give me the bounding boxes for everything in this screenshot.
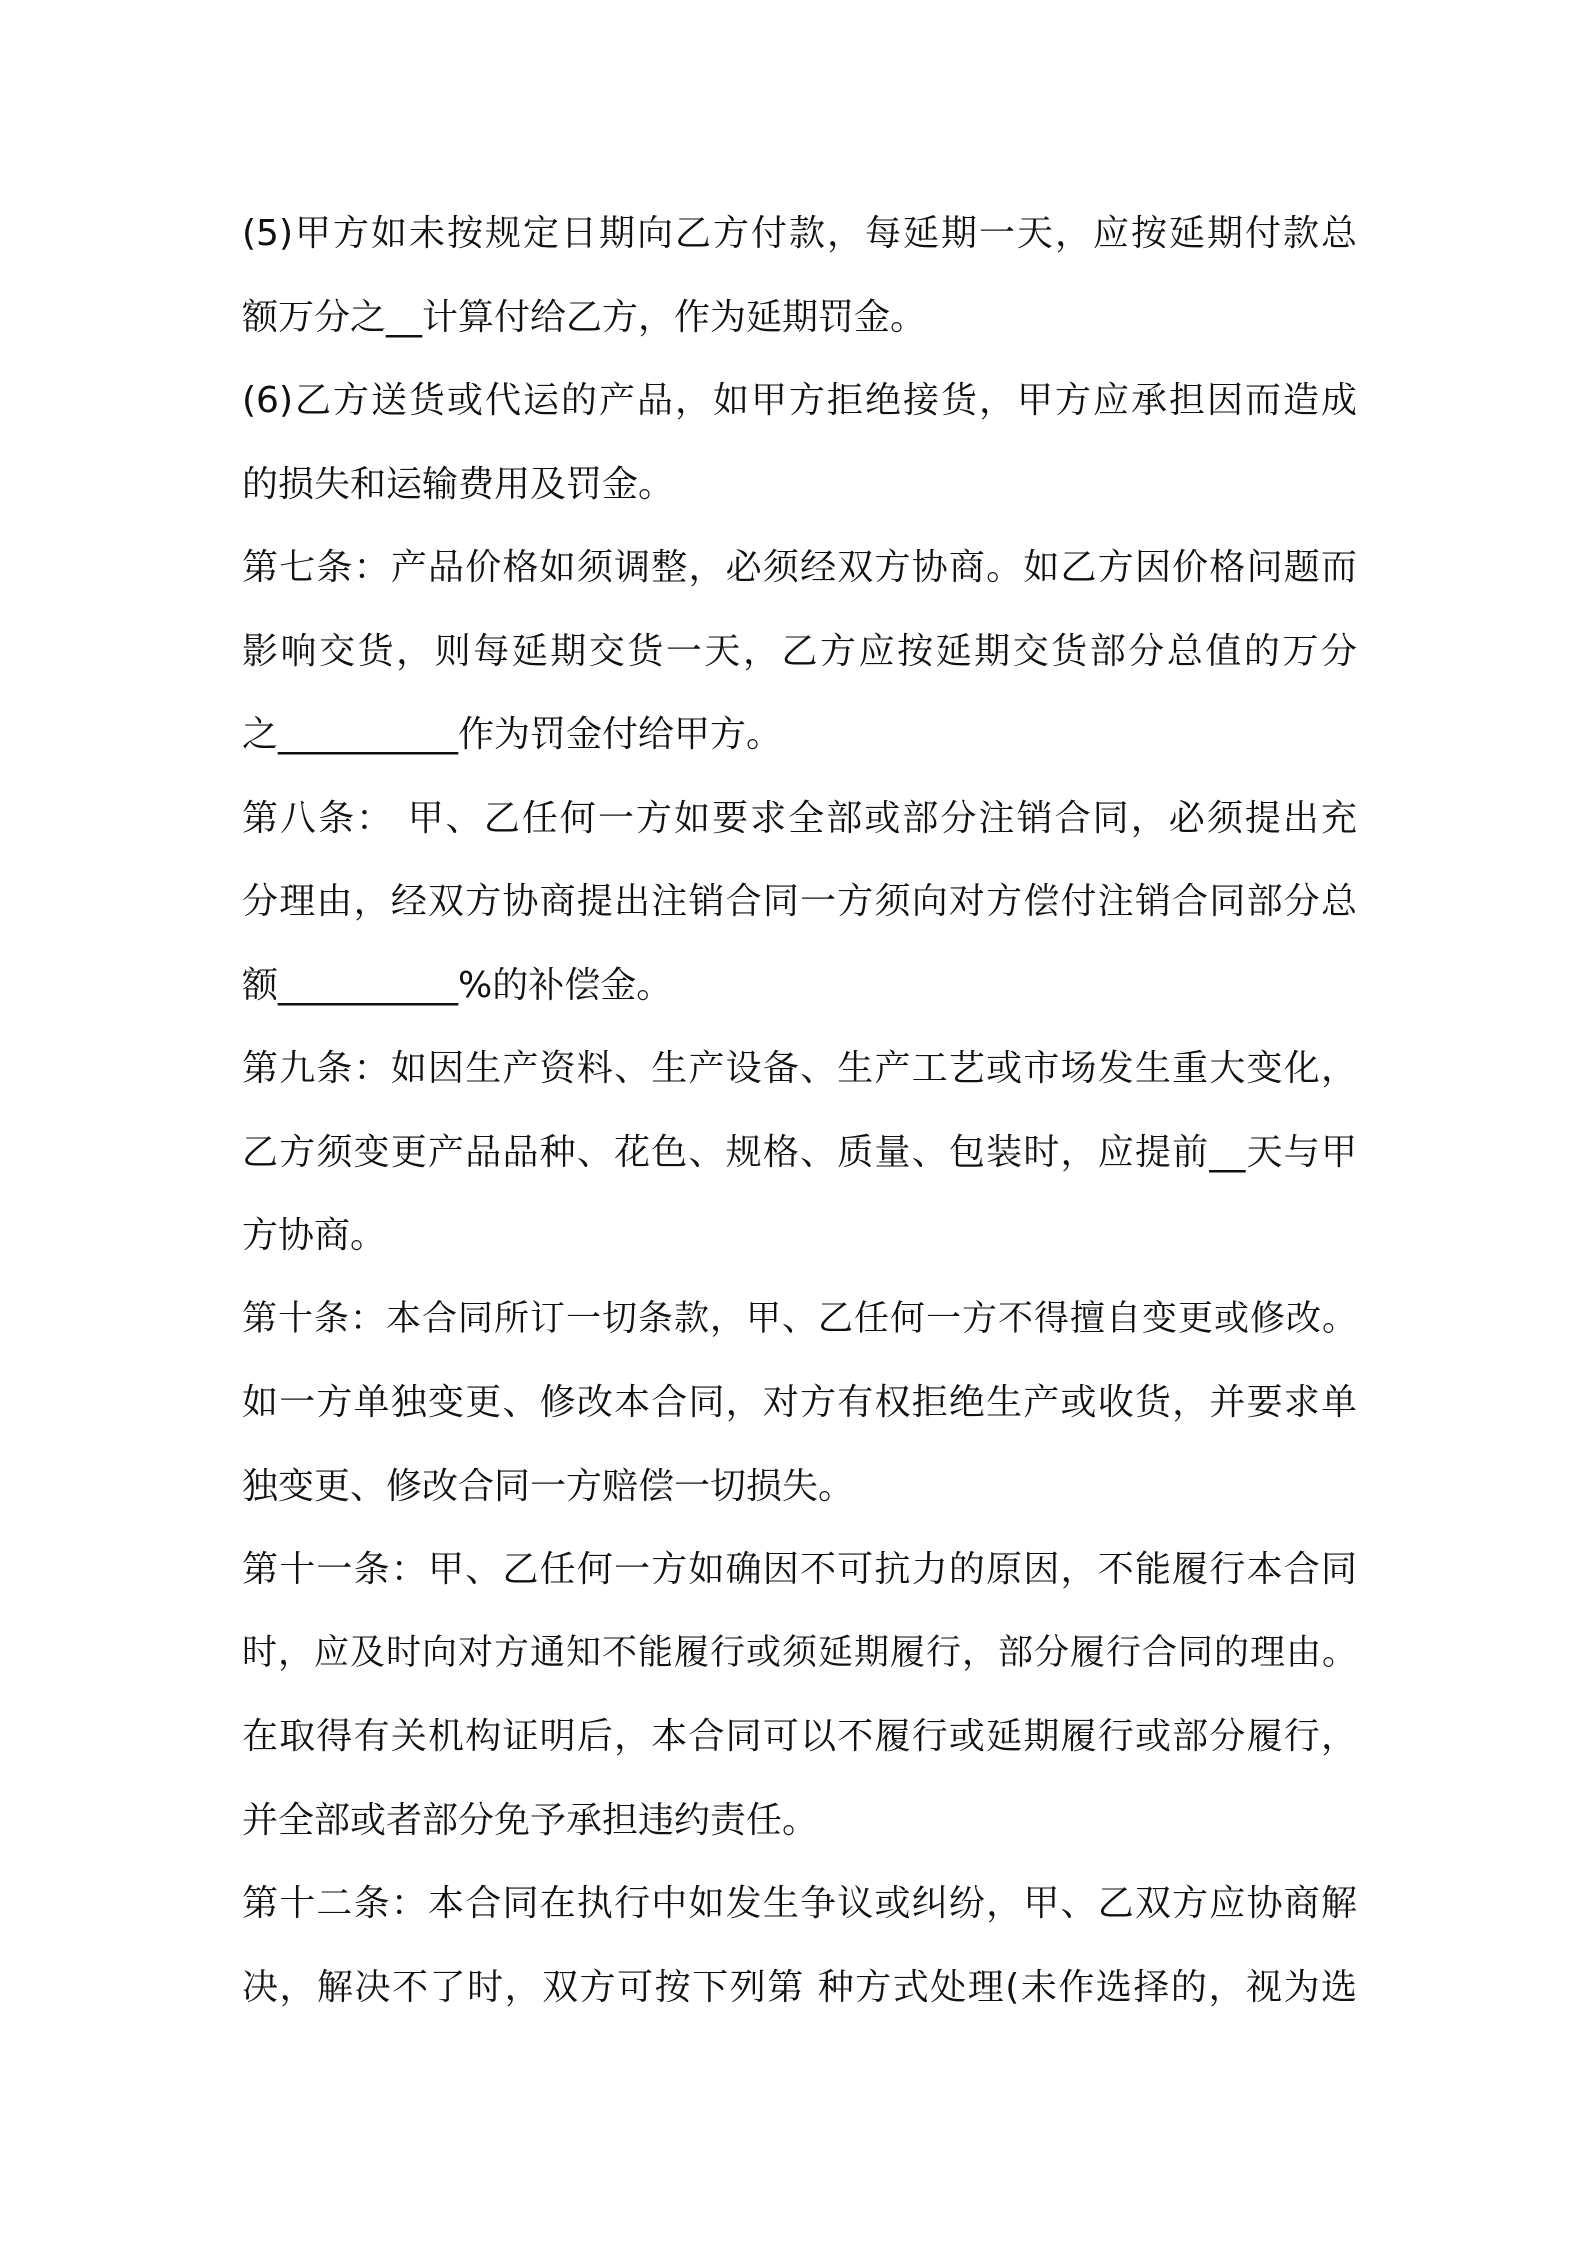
text-line: 额万分之__计算付给乙方，作为延期罚金。 — [242, 296, 927, 338]
text-line: 额__________%的补偿金。 — [242, 964, 673, 1006]
text-line: 第七条：产品价格如须调整，必须经双方协商。如乙方因价格问题而 — [242, 547, 1357, 588]
text-line: 第十条：本合同所订一切条款，甲、乙任何一方不得擅自变更或修改。 — [242, 1298, 1357, 1339]
text-line: 方协商。 — [242, 1215, 387, 1256]
text-line: 时，应及时向对方通知不能履行或须延期履行，部分履行合同的理由。 — [242, 1632, 1357, 1673]
text-line: 之__________作为罚金付给甲方。 — [242, 714, 783, 755]
text-line: 第九条：如因生产资料、生产设备、生产工艺或市场发生重大变化， — [242, 1048, 1357, 1089]
text-line: 并全部或者部分免予承担违约责任。 — [242, 1799, 819, 1841]
text-line: 如一方单独变更、修改本合同，对方有权拒绝生产或收货，并要求单 — [242, 1382, 1357, 1423]
text-line: 的损失和运输费用及罚金。 — [242, 463, 675, 505]
text-line: 影响交货，则每延期交货一天，乙方应按延期交货部分总值的万分 — [242, 630, 1357, 672]
contract-body — [242, 192, 1357, 2029]
text-line: (6)乙方送货或代运的产品，如甲方拒绝接货，甲方应承担因而造成 — [242, 380, 1357, 421]
text-line: 第十二条：本合同在执行中如发生争议或纠纷，甲、乙双方应协商解 — [242, 1883, 1357, 1924]
text-line: 乙方须变更产品品种、花色、规格、质量、包装时，应提前__天与甲 — [242, 1131, 1357, 1173]
text-line: 第十一条：甲、乙任何一方如确因不可抗力的原因，不能履行本合同 — [242, 1549, 1357, 1590]
text-line: 第八条： 甲、乙任何一方如要求全部或部分注销合同，必须提出充 — [242, 797, 1357, 839]
text-line: (5)甲方如未按规定日期向乙方付款，每延期一天，应按延期付款总 — [242, 213, 1357, 254]
text-line: 决，解决不了时，双方可按下列第 种方式处理(未作选择的，视为选 — [242, 1966, 1357, 2008]
text-line: 独变更、修改合同一方赔偿一切损失。 — [242, 1465, 855, 1507]
text-line: 在取得有关机构证明后，本合同可以不履行或延期履行或部分履行， — [242, 1716, 1357, 1757]
text-line: 分理由，经双方协商提出注销合同一方须向对方偿付注销合同部分总 — [242, 881, 1357, 922]
